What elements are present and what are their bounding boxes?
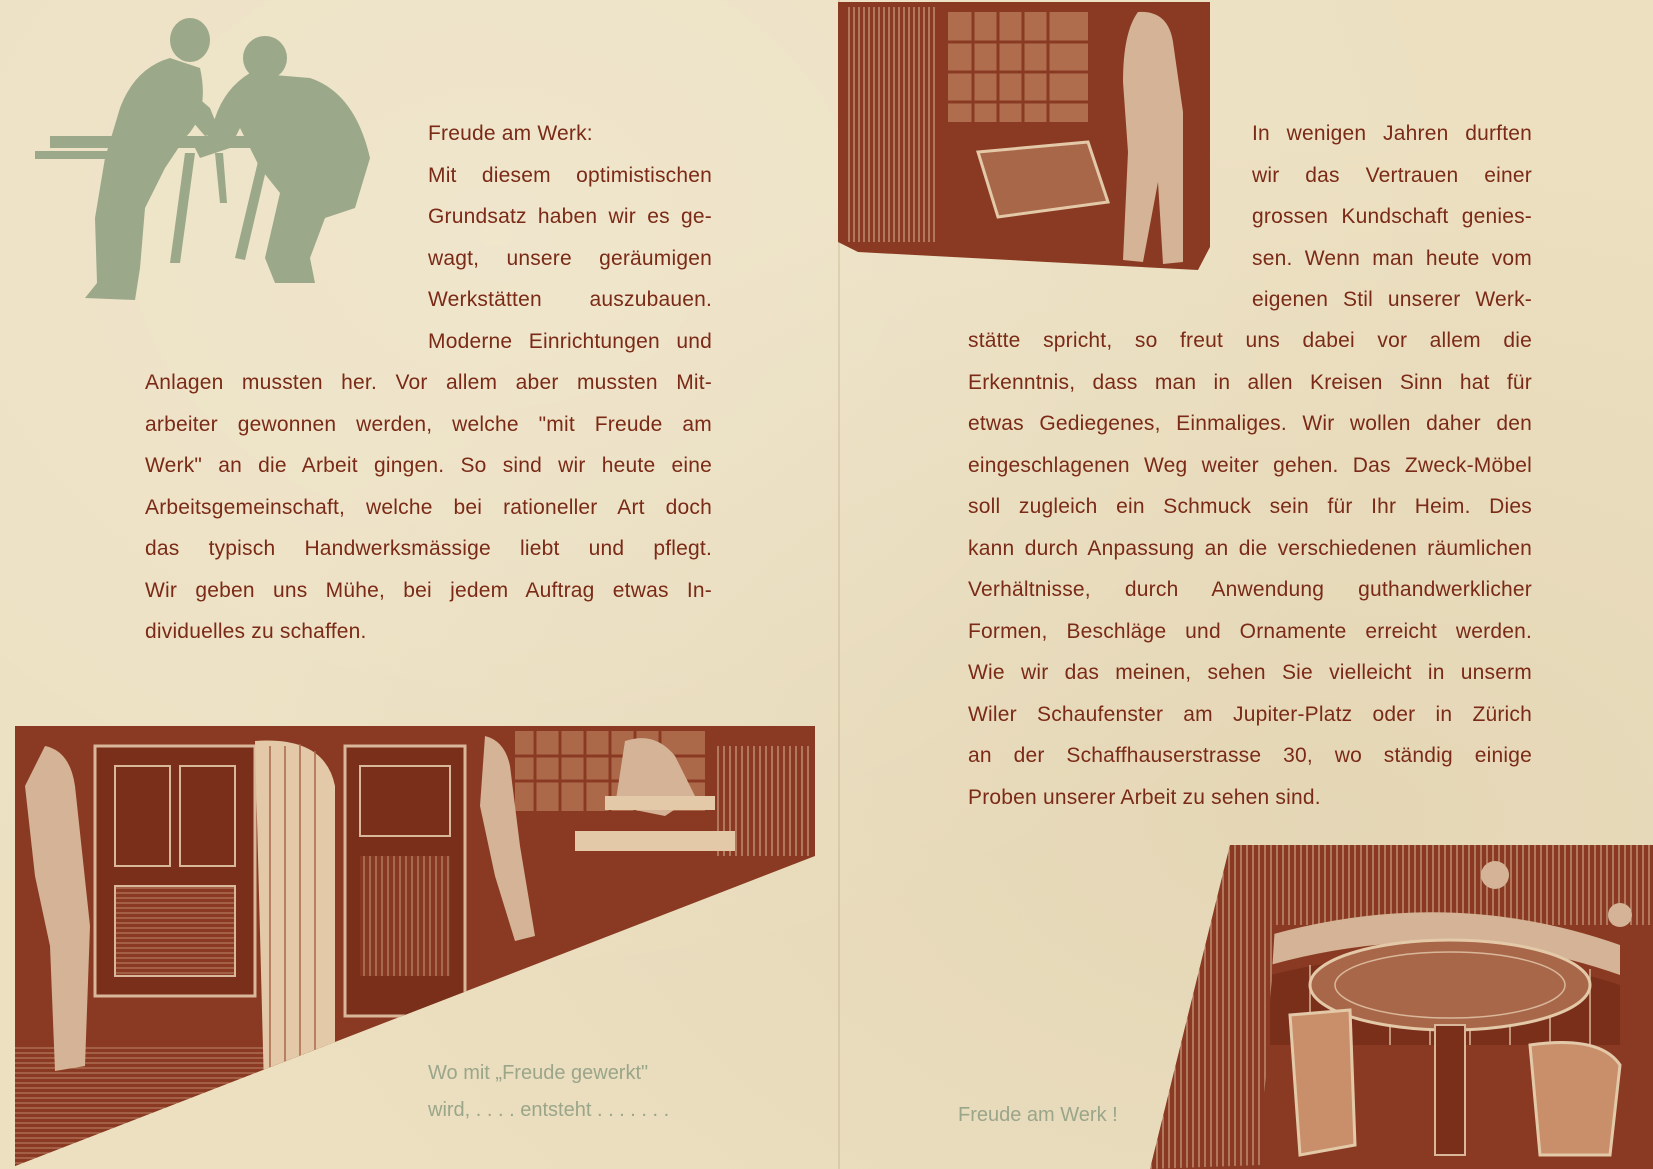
text-line: soll zugleich ein Schmuck sein für Ihr Heim. Dies — [968, 495, 1532, 518]
text-line: Formen, Beschläge und Ornamente erreicht werden. — [968, 619, 1532, 643]
text-line: Werkstätten auszubauen. — [428, 288, 712, 311]
craftsman-woodcut-illustration — [838, 2, 1210, 270]
workers-silhouette-illustration — [25, 18, 385, 318]
text-line: eigenen Stil unserer Werk- — [1252, 288, 1532, 311]
text-line: wagt, unsere geräumigen — [428, 246, 712, 270]
text-line: eingeschlagenen Weg weiter gehen. Das Zweck-Möbel — [968, 453, 1532, 477]
text-line: stätte spricht, so freut uns dabei vor allem die — [968, 329, 1532, 352]
text-line: Mit diesem optimistischen — [428, 163, 712, 187]
right-caption: Freude am Werk ! — [958, 1104, 1118, 1126]
caption-line: wird, . . . . entsteht . . . . . . . — [428, 1099, 670, 1121]
left-caption — [428, 1055, 818, 1129]
text-line: arbeiter gewonnen werden, welche "mit Freude am — [145, 412, 712, 436]
caption-line: Wo mit „Freude gewerkt" — [428, 1062, 649, 1084]
text-line: Arbeitsgemeinschaft, welche bei rationeller Art doch — [145, 495, 712, 519]
text-line: das typisch Handwerksmässige liebt und pflegt. — [145, 537, 712, 560]
text-line: Proben unserer Arbeit zu sehen sind. — [968, 785, 1321, 809]
text-line: Verhältnisse, durch Anwendung guthandwerklicher — [968, 578, 1532, 601]
text-line: wir das Vertrauen einer — [1252, 163, 1532, 187]
text-line: In wenigen Jahren durften — [1252, 122, 1532, 145]
right-body-text — [968, 320, 1532, 818]
text-line: Wir geben uns Mühe, bei jedem Auftrag etwas In- — [145, 578, 712, 602]
text-line: kann durch Anpassung an die verschiedenen räumlichen — [968, 536, 1532, 560]
text-line: sen. Wenn man heute vom — [1252, 246, 1532, 270]
text-line: Wiler Schaufenster am Jupiter-Platz oder in Zürich — [968, 702, 1532, 726]
text-line: Erkenntnis, dass man in allen Kreisen Sinn hat für — [968, 370, 1532, 394]
text-line: an der Schaffhauserstrasse 30, wo ständig einige — [968, 744, 1532, 767]
text-line: Anlagen mussten her. Vor allem aber mussten Mit- — [145, 371, 712, 394]
text-line: Werk" an die Arbeit gingen. So sind wir heute eine — [145, 454, 712, 477]
left-intro-text — [428, 113, 712, 362]
text-line: etwas Gediegenes, Einmaliges. Wir wollen daher den — [968, 412, 1532, 435]
dining-nook-woodcut-illustration — [1150, 845, 1653, 1169]
text-line: grossen Kundschaft genies- — [1252, 205, 1532, 228]
text-line: dividuelles zu schaffen. — [145, 620, 367, 643]
left-body-text — [145, 362, 712, 653]
text-line: Wie wir das meinen, sehen Sie vielleicht in unserm — [968, 661, 1532, 684]
text-line: Moderne Einrichtungen und — [428, 329, 712, 353]
right-intro-text — [1252, 113, 1532, 321]
text-line: Grundsatz haben wir es ge- — [428, 205, 712, 228]
text-line: Freude am Werk: — [428, 122, 593, 145]
